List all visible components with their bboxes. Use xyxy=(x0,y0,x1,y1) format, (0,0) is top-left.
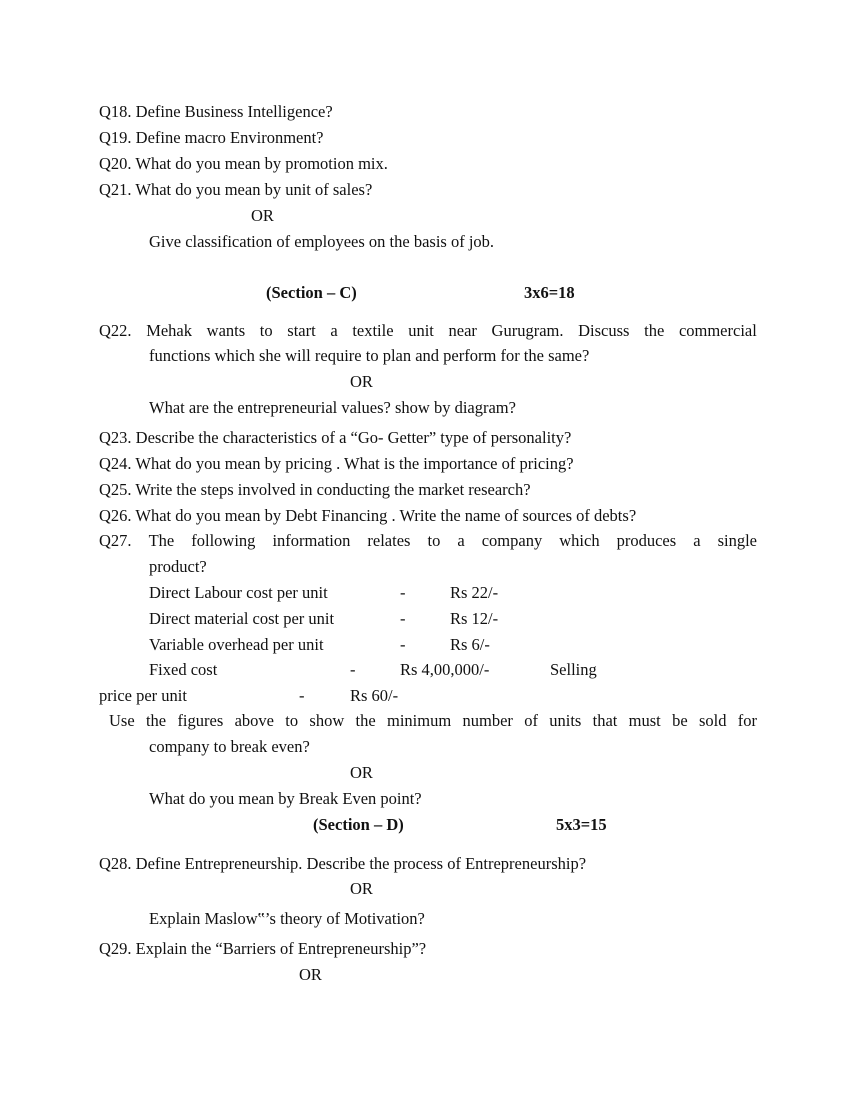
section-c-marks: 3x6=18 xyxy=(524,283,575,302)
cost-row-label: Direct Labour cost per unit xyxy=(149,583,328,602)
fixed-cost-dash: - xyxy=(350,660,356,679)
word: textile xyxy=(352,321,394,340)
word: company xyxy=(481,531,543,550)
q27-instruction-continuation: company to break even? xyxy=(149,737,310,756)
word: near xyxy=(448,321,477,340)
word: above xyxy=(234,711,274,730)
question-q28: Q28. Define Entrepreneurship. Describe the process of Entrepreneurship? xyxy=(99,854,587,873)
word: must xyxy=(628,711,661,730)
word: for xyxy=(737,711,757,730)
word: units xyxy=(549,711,582,730)
cost-row-value: Rs 6/- xyxy=(450,635,490,654)
q22-continuation: functions which she will require to plan and perform for the same? xyxy=(149,346,590,365)
word: Q22. xyxy=(99,321,132,340)
q27-or: OR xyxy=(350,763,373,782)
word: be xyxy=(672,711,688,730)
word: the xyxy=(145,711,167,730)
question-q26: Q26. What do you mean by Debt Financing . Write the name of sources of debts? xyxy=(99,506,637,525)
q28-alternative: Explain Maslow‟’s theory of Motivation? xyxy=(149,909,425,928)
word: sold xyxy=(698,711,727,730)
q21-alternative: Give classification of employees on the basis of job. xyxy=(149,232,495,251)
q27-continuation: product? xyxy=(149,557,207,576)
word: to xyxy=(259,321,273,340)
section-d-title: (Section – D) xyxy=(313,815,404,834)
word: unit xyxy=(408,321,434,340)
price-label: price per unit xyxy=(99,686,187,705)
question-q18: Q18. Define Business Intelligence? xyxy=(99,102,333,121)
word: the xyxy=(355,711,376,730)
word: single xyxy=(717,531,757,550)
question-q23: Q23. Describe the characteristics of a “Go- Getter” type of personality? xyxy=(99,428,572,447)
word: a xyxy=(330,321,338,340)
word: wants xyxy=(206,321,246,340)
price-dash: - xyxy=(299,686,305,705)
question-q21: Q21. What do you mean by unit of sales? xyxy=(99,180,373,199)
cost-row-dash: - xyxy=(400,583,406,602)
question-q25: Q25. Write the steps involved in conducting the market research? xyxy=(99,480,531,499)
cost-row-dash: - xyxy=(400,609,406,628)
word: Gurugram. xyxy=(491,321,564,340)
word: show xyxy=(309,711,345,730)
question-q19: Q19. Define macro Environment? xyxy=(99,128,324,147)
word: to xyxy=(285,711,299,730)
cost-row-label: Direct material cost per unit xyxy=(149,609,335,628)
q22-alternative: What are the entrepreneurial values? show by diagram? xyxy=(149,398,516,417)
word: that xyxy=(592,711,618,730)
word: which xyxy=(559,531,600,550)
q21-or: OR xyxy=(251,206,274,225)
word: number xyxy=(462,711,513,730)
word: Discuss xyxy=(578,321,630,340)
fixed-cost-value: Rs 4,00,000/- xyxy=(400,660,490,679)
section-d-marks: 5x3=15 xyxy=(556,815,607,834)
q22-or: OR xyxy=(350,372,373,391)
fixed-cost-label: Fixed cost xyxy=(149,660,218,679)
word: information xyxy=(272,531,351,550)
word: minimum xyxy=(387,711,452,730)
question-q22 xyxy=(99,321,757,341)
word: to xyxy=(427,531,441,550)
q27-alternative: What do you mean by Break Even point? xyxy=(149,789,422,808)
selling-label: Selling xyxy=(550,660,597,679)
cost-row-value: Rs 12/- xyxy=(450,609,499,628)
q27-instruction xyxy=(109,711,757,731)
word: commercial xyxy=(678,321,757,340)
question-q27 xyxy=(99,531,757,551)
question-q20: Q20. What do you mean by promotion mix. xyxy=(99,154,388,173)
section-c-title: (Section – C) xyxy=(266,283,357,302)
price-value: Rs 60/- xyxy=(350,686,399,705)
word: a xyxy=(457,531,465,550)
word: produces xyxy=(616,531,677,550)
word: a xyxy=(693,531,701,550)
word: relates xyxy=(367,531,411,550)
question-q29: Q29. Explain the “Barriers of Entrepreneurship”? xyxy=(99,939,427,958)
cost-row-label: Variable overhead per unit xyxy=(149,635,324,654)
word: the xyxy=(644,321,665,340)
cost-row-value: Rs 22/- xyxy=(450,583,499,602)
word: Q27. xyxy=(99,531,132,550)
q28-or: OR xyxy=(350,879,373,898)
cost-row-dash: - xyxy=(400,635,406,654)
word: Mehak xyxy=(146,321,193,340)
question-q24: Q24. What do you mean by pricing . What is the importance of pricing? xyxy=(99,454,574,473)
word: following xyxy=(191,531,256,550)
word: of xyxy=(524,711,538,730)
word: The xyxy=(148,531,175,550)
word: start xyxy=(287,321,316,340)
word: figures xyxy=(177,711,224,730)
q29-or: OR xyxy=(299,965,322,984)
word: Use xyxy=(109,711,135,730)
